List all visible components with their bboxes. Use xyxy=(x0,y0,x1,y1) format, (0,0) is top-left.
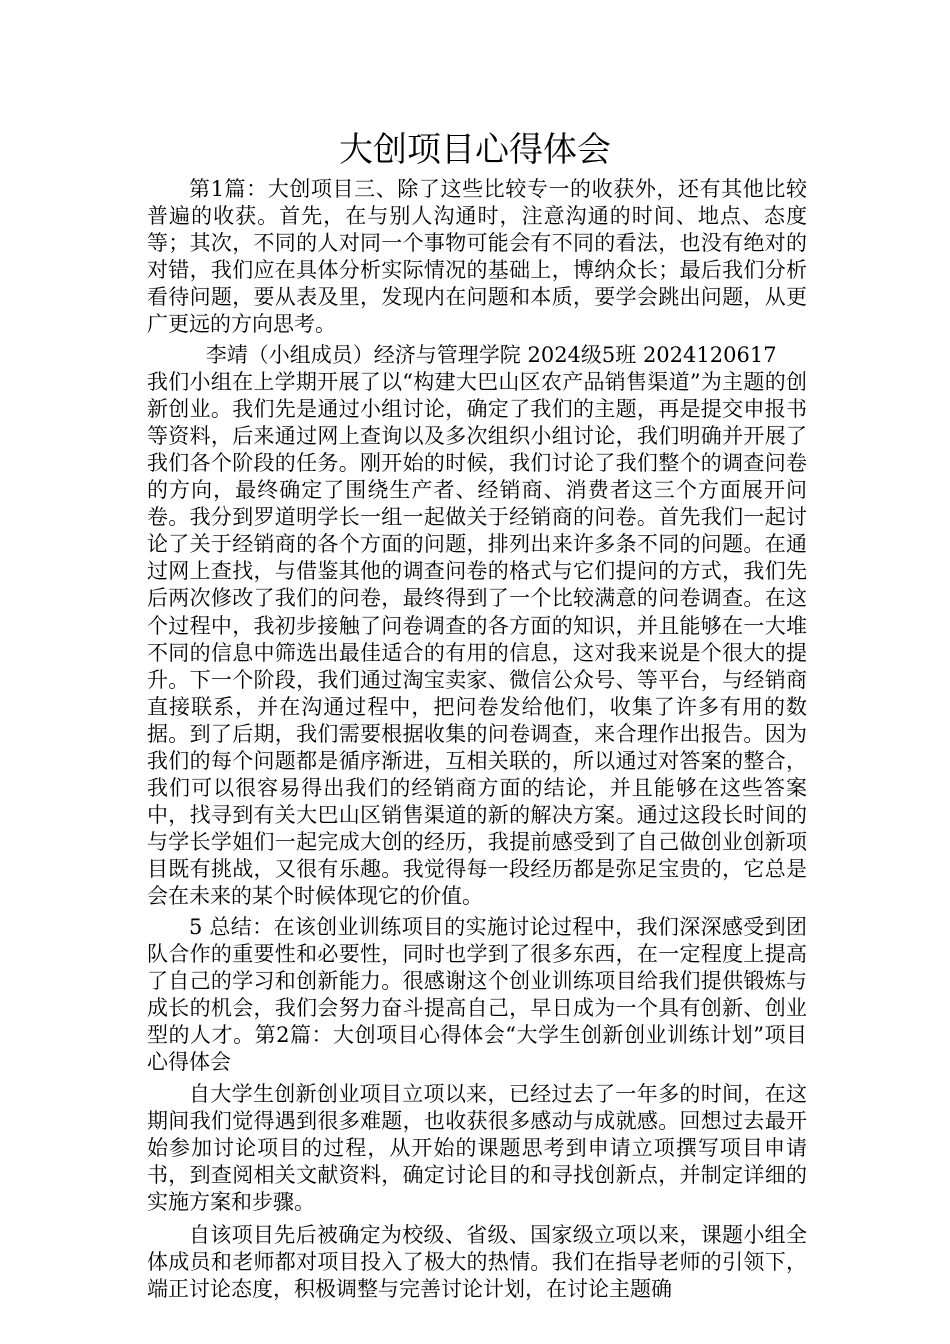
paragraph-3: 5 总结：在该创业训练项目的实施讨论过程中，我们深深感受到团队合作的重要性和必要性，同时也学到了很多东西，在一定程度上提高了自己的学习和创新能力。很感谢这个创业训练项目给我们提供锻炼与成长的机会，我们会努力奋斗提高自己，早日成为一个具有创新、创业型的人才。第2篇：大创项目心得体会“大学生创新创业训练计划”项目心得体会 xyxy=(147,914,807,1074)
paragraph-2: 我们小组在上学期开展了以“构建大巴山区农产品销售渠道”为主题的创新创业。我们先是通过小组讨论，确定了我们的主题，再是提交申报书等资料，后来通过网上查询以及多次组织小组讨论，我们明确并开展了我们各个阶段的任务。刚开始的时候，我们讨论了我们整个的调查问卷的方向，最终确定了围绕生产者、经销商、消费者这三个方面展开问卷。我分到罗道明学长一组一起做关于经销商的问卷。首先我们一起讨论了关于经销商的各个方面的问题，排列出来许多条不同的问题。在通过网上查找，与借鉴其他的调查问卷的格式与它们提问的方式，我们先后两次修改了我们的问卷，最终得到了一个比较满意的问卷调查。在这个过程中，我初步接触了问卷调查的各方面的知识，并且能够在一大堆不同的信息中筛选出最佳适合的有用的信息，这对我来说是个很大的提升。下一个阶段，我们通过淘宝卖家、微信公众号、等平台，与经销商直接联系，并在沟通过程中，把问卷发给他们，收集了许多有用的数据。到了后期，我们需要根据收集的问卷调查，来合理作出报告。因为我们的每个问题都是循序渐进，互相关联的，所以通过对答案的整合，我们可以很容易得出我们的经销商方面的结论，并且能够在这些答案中，找寻到有关大巴山区销售渠道的新的解决方案。通过这段长时间的与学长学姐们一起完成大创的经历，我提前感受到了自己做创业创新项目既有挑战，又很有乐趣。我觉得每一段经历都是弥足宝贵的，它总是会在未来的某个时候体现它的价值。 xyxy=(147,369,807,909)
document-body xyxy=(147,176,807,1303)
document-title: 大创项目心得体会 xyxy=(339,130,611,170)
author-line: 李靖（小组成员）经济与管理学院 2024级5班 2024120617 xyxy=(205,342,777,367)
paragraph-5: 自该项目先后被确定为校级、省级、国家级立项以来，课题小组全体成员和老师都对项目投入了极大的热情。我们在指导老师的引领下，端正讨论态度，积极调整与完善讨论计划，在讨论主题确 xyxy=(147,1222,807,1301)
paragraph-1: 第1篇：大创项目三、除了这些比较专一的收获外，还有其他比较普遍的收获。首先，在与别人沟通时，注意沟通的时间、地点、态度等；其次，不同的人对同一个事物可能会有不同的看法，也没有绝对的对错，我们应在具体分析实际情况的基础上，博纳众长；最后我们分析看待问题，要从表及里，发现内在问题和本质，要学会跳出问题，从更广更远的方向思考。 xyxy=(147,177,807,337)
paragraph-4: 自大学生创新创业项目立项以来，已经过去了一年多的时间，在这期间我们觉得遇到很多难题，也收获很多感动与成就感。回想过去最开始参加讨论项目的过程，从开始的课题思考到申请立项撰写项目申请书，到查阅相关文献资料，确定讨论目的和寻找创新点，并制定详细的实施方案和步骤。 xyxy=(147,1082,807,1215)
